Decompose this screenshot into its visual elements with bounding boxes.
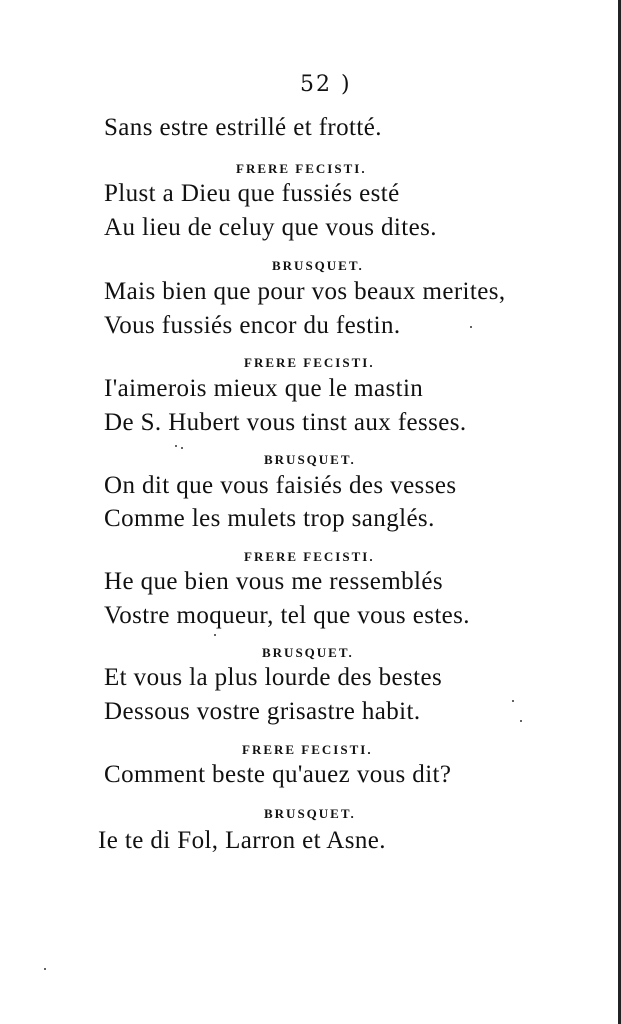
verse-line-12: Et vous la plus lourde des bestes: [104, 664, 443, 691]
verse-line-7: De S. Hubert vous tinst aux fesses.: [104, 409, 467, 436]
speaker-heading-4: BRUSQUET.: [264, 452, 356, 467]
speaker-heading-6: BRUSQUET.: [262, 645, 354, 660]
paper-speck: [44, 968, 46, 970]
speaker-heading-7: FRERE FECISTI.: [242, 742, 373, 757]
speaker-heading-1: FRERE FECISTI.: [236, 161, 367, 176]
paper-speck: [181, 447, 183, 449]
paper-speck: [175, 445, 177, 447]
paper-speck: [512, 700, 514, 702]
speaker-heading-5: FRERE FECISTI.: [244, 549, 375, 564]
verse-line-5: Vous fussiés encor du festin.: [104, 312, 401, 339]
speaker-heading-8: BRUSQUET.: [264, 806, 356, 821]
verse-line-15: Ie te di Fol, Larron et Asne.: [98, 827, 386, 854]
paper-speck: [214, 634, 216, 636]
verse-line-13: Dessous vostre grisastre habit.: [104, 698, 421, 725]
verse-line-1: Sans estre estrillé et frotté.: [104, 114, 382, 141]
verse-line-6: I'aimerois mieux que le mastin: [104, 375, 424, 402]
verse-line-4: Mais bien que pour vos beaux merites,: [104, 278, 506, 305]
verse-line-10: He que bien vous me ressemblés: [104, 568, 444, 595]
speaker-heading-3: FRERE FECISTI.: [244, 355, 375, 370]
verse-line-14: Comment beste qu'auez vous dit?: [104, 761, 452, 788]
verse-line-11: Vostre moqueur, tel que vous estes.: [104, 602, 470, 629]
verse-line-9: Comme les mulets trop sanglés.: [104, 505, 435, 532]
verse-line-8: On dit que vous faisiés des vesses: [104, 472, 457, 499]
paper-speck: [470, 326, 472, 328]
speaker-heading-2: BRUSQUET.: [272, 258, 364, 273]
page-number: 52 ): [300, 72, 352, 97]
verse-line-3: Au lieu de celuy que vous dites.: [104, 214, 437, 241]
verse-line-2: Plust a Dieu que fussiés esté: [104, 180, 400, 207]
paper-speck: [520, 720, 522, 722]
